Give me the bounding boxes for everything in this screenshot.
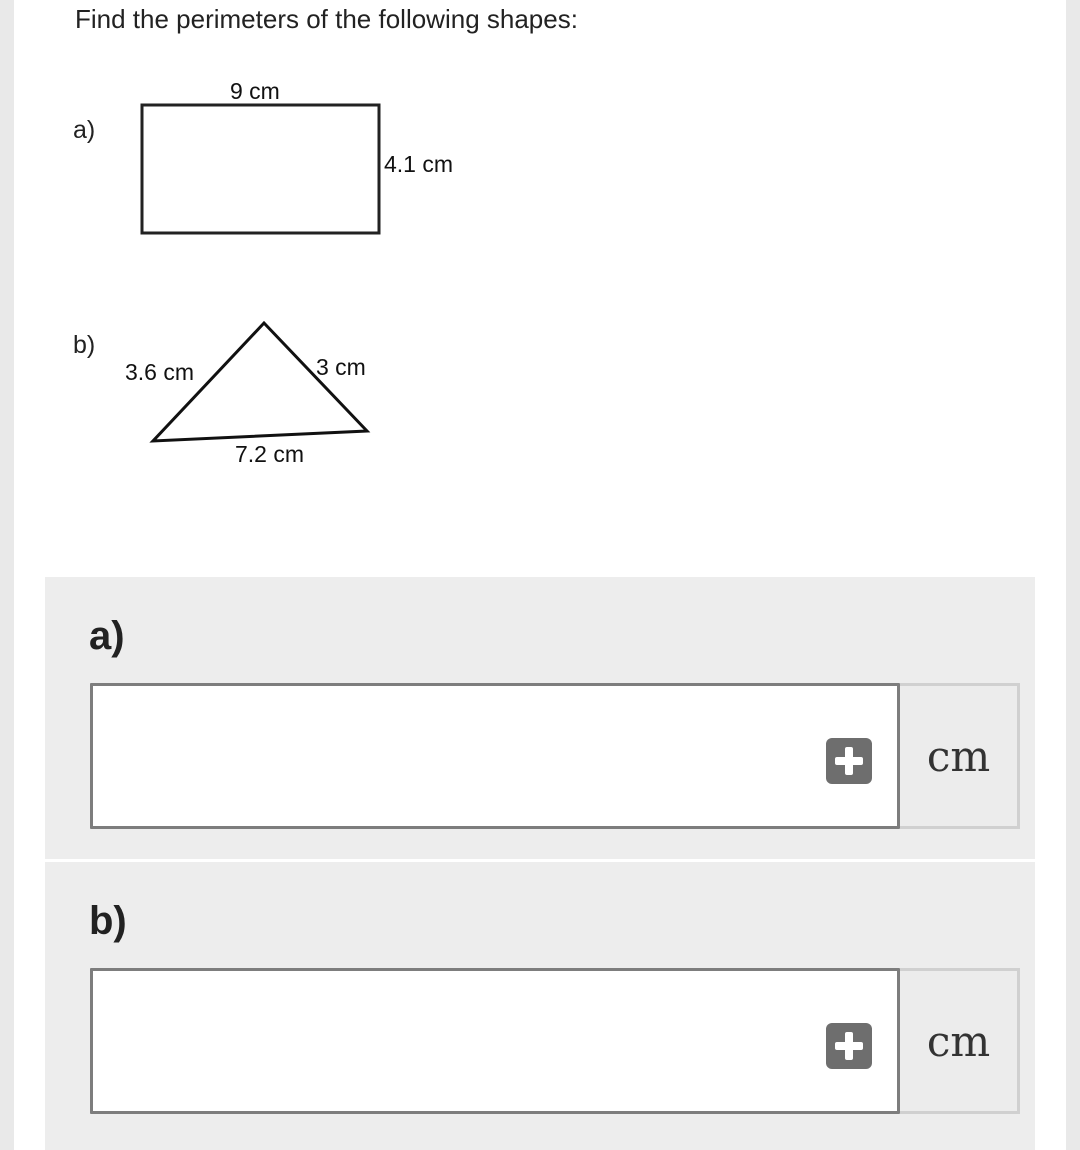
answer-a-label: a) (89, 614, 125, 658)
plus-icon[interactable] (826, 738, 872, 784)
answer-b-unit: cm (900, 968, 1020, 1114)
figure-b-label: b) (73, 331, 96, 359)
question-prompt: Find the perimeters of the following shapes: (75, 4, 578, 34)
plus-icon[interactable] (826, 1023, 872, 1069)
triangle-right-side-label: 3 cm (316, 354, 366, 380)
rect-right-side-label: 4.1 cm (384, 151, 454, 177)
figure-a-label: a) (73, 116, 96, 144)
answer-panel-b (45, 862, 1035, 1150)
answer-a-unit: cm (900, 683, 1020, 829)
rectangle-shape (142, 105, 379, 233)
rect-top-side-label: 9 cm (230, 78, 280, 104)
triangle-left-side-label: 3.6 cm (125, 359, 195, 385)
triangle-bottom-side-label: 7.2 cm (235, 441, 305, 467)
answer-b-input[interactable] (90, 968, 900, 1114)
answer-a-input[interactable] (90, 683, 900, 829)
answer-b-label: b) (89, 899, 127, 943)
answer-panel-a (45, 577, 1035, 859)
